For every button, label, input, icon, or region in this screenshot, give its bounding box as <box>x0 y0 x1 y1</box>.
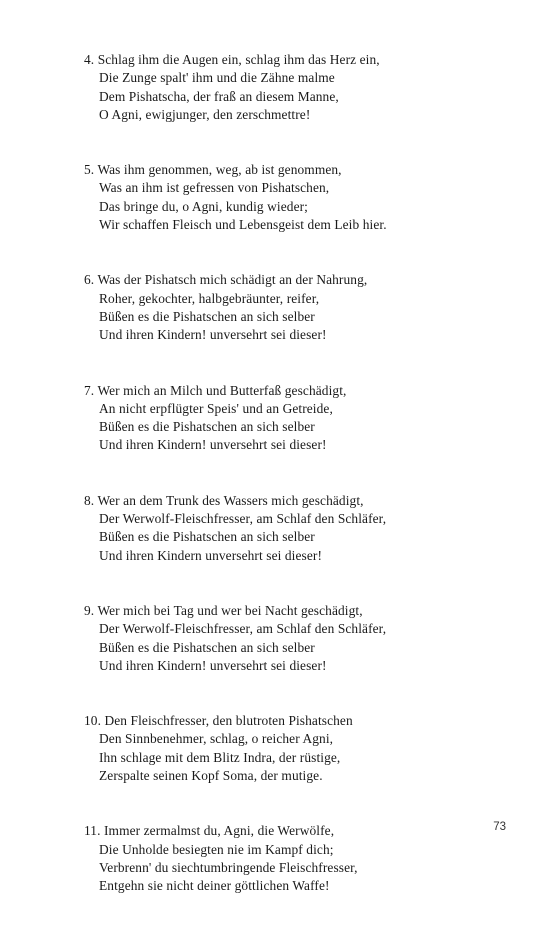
stanza-line: Verbrenn' du siechtumbringende Fleischfresser, <box>99 859 358 875</box>
stanza-line: Wir schaffen Fleisch und Lebensgeist dem Leib hier. <box>99 217 387 233</box>
stanza-line: Den Sinnbenehmer, schlag, o reicher Agni, <box>99 731 334 747</box>
stanza-line: Was an ihm ist gefressen von Pishatschen, <box>99 180 330 196</box>
stanza-11 <box>84 822 524 895</box>
stanza-line: Zerspalte seinen Kopf Soma, der mutige. <box>99 768 323 784</box>
stanza-line: Das bringe du, o Agni, kundig wieder; <box>99 198 308 214</box>
stanza-line: Und ihren Kindern unversehrt sei dieser! <box>99 547 323 563</box>
stanza-7 <box>84 382 524 455</box>
stanza-5 <box>84 161 524 234</box>
stanza-line: 7. Wer mich an Milch und Butterfaß geschädigt, <box>84 382 347 398</box>
stanza-line: 8. Wer an dem Trunk des Wassers mich geschädigt, <box>84 492 364 508</box>
stanza-line: Büßen es die Pishatschen an sich selber <box>99 529 315 545</box>
stanza-8 <box>84 492 524 565</box>
stanza-line: Und ihren Kindern! unversehrt sei dieser! <box>99 327 327 343</box>
stanza-6 <box>84 271 524 344</box>
stanza-9 <box>84 602 524 675</box>
stanza-line: O Agni, ewigjunger, den zerschmettre! <box>99 106 311 122</box>
stanza-line: An nicht erpflügter Speis' und an Getreide, <box>99 400 333 416</box>
stanza-line: Und ihren Kindern! unversehrt sei dieser! <box>99 437 327 453</box>
page-number: 73 <box>493 821 506 833</box>
stanza-line: Die Unholde besiegten nie im Kampf dich; <box>99 841 334 857</box>
stanza-line: Büßen es die Pishatschen an sich selber <box>99 308 315 324</box>
stanza-line: Die Zunge spalt' ihm und die Zähne malme <box>99 70 335 86</box>
stanza-line: Büßen es die Pishatschen an sich selber <box>99 419 315 435</box>
stanza-line: Der Werwolf-Fleischfresser, am Schlaf den Schläfer, <box>99 621 387 637</box>
stanza-line: 9. Wer mich bei Tag und wer bei Nacht geschädigt, <box>84 602 363 618</box>
stanza-line: 5. Was ihm genommen, weg, ab ist genommen, <box>84 162 342 178</box>
poem-body <box>84 51 524 933</box>
stanza-line: Büßen es die Pishatschen an sich selber <box>99 639 315 655</box>
stanza-line: 4. Schlag ihm die Augen ein, schlag ihm das Herz ein, <box>84 52 380 67</box>
stanza-line: 6. Was der Pishatsch mich schädigt an der Nahrung, <box>84 272 368 288</box>
stanza-line: Der Werwolf-Fleischfresser, am Schlaf den Schläfer, <box>99 511 387 527</box>
stanza-line: 10. Den Fleischfresser, den blutroten Pishatschen <box>84 713 353 729</box>
stanza-line: Entgehn sie nicht deiner göttlichen Waffe! <box>99 878 330 894</box>
stanza-line: Dem Pishatscha, der fraß an diesem Manne, <box>99 88 339 104</box>
stanza-line: Ihn schlage mit dem Blitz Indra, der rüstige, <box>99 749 341 765</box>
stanza-10 <box>84 712 524 785</box>
stanza-line: 11. Immer zermalmst du, Agni, die Werwölfe, <box>84 823 335 839</box>
stanza-line: Und ihren Kindern! unversehrt sei dieser! <box>99 657 327 673</box>
stanza-line: Roher, gekochter, halbgebräunter, reifer, <box>99 290 320 306</box>
stanza-4 <box>84 51 524 124</box>
